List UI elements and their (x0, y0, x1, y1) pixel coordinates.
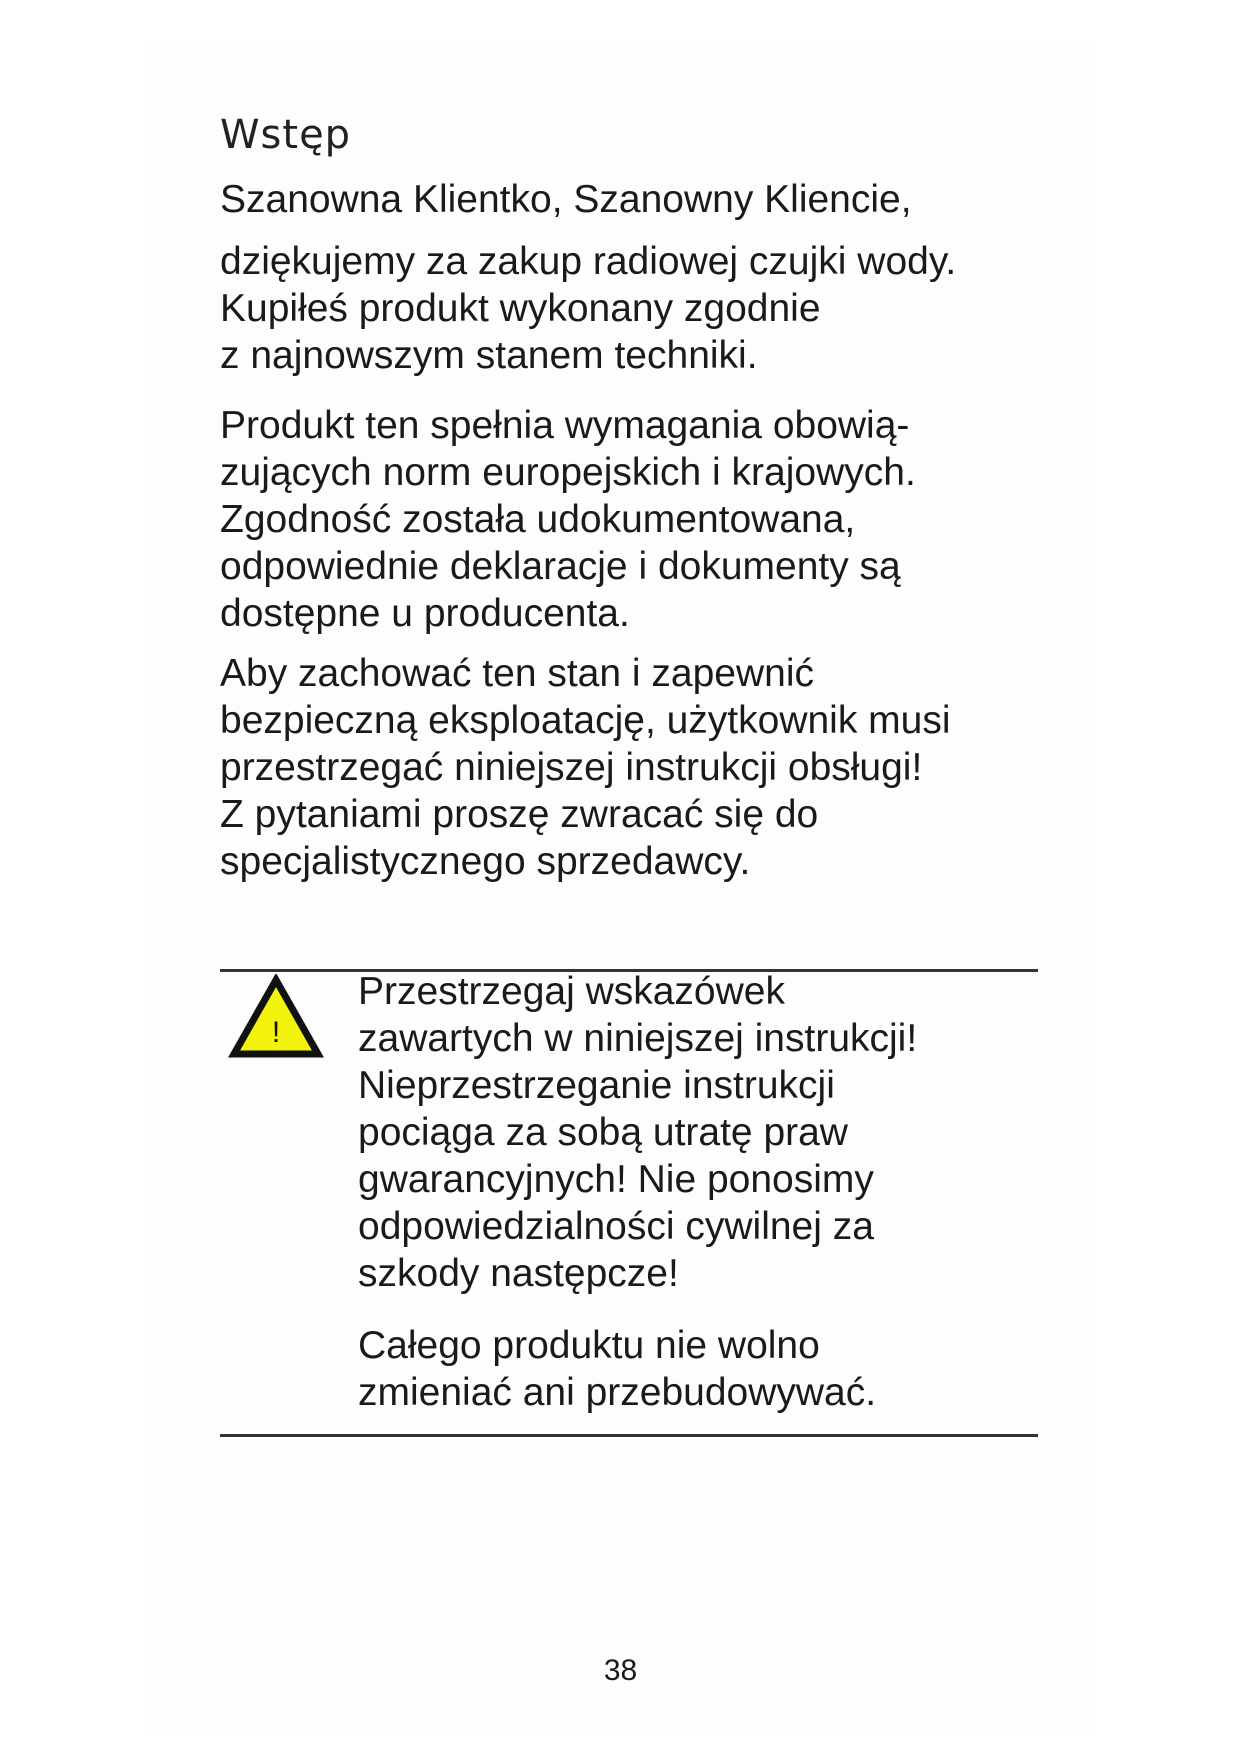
text-line: Całego produktu nie wolno (358, 1324, 820, 1367)
intro-paragraph (220, 238, 1050, 379)
page-number: 38 (603, 1654, 638, 1687)
text-line: gwarancyjnych! Nie ponosimy (358, 1158, 874, 1201)
text-line: Przestrzegaj wskazówek (358, 970, 785, 1013)
text-line: Kupiłeś produkt wykonany zgodnie (220, 287, 821, 330)
warning-paragraph (358, 968, 1038, 1297)
text-line: przestrzegać niniejszej instrukcji obsługi! (220, 746, 923, 789)
text-line: specjalistycznego sprzedawcy. (220, 840, 751, 883)
modification-warning-paragraph (358, 1322, 1038, 1416)
text-line: pociąga za sobą utratę praw (358, 1111, 848, 1154)
greeting-text: Szanowna Klientko, Szanowny Kliencie, (220, 178, 912, 221)
text-line: dostępne u producenta. (220, 592, 630, 635)
section-heading: Wstęp (220, 112, 352, 158)
warning-triangle-icon (228, 974, 324, 1060)
text-line: bezpieczną eksploatację, użytkownik musi (220, 699, 951, 742)
text-line: Nieprzestrzeganie instrukcji (358, 1064, 835, 1107)
text-line: Zgodność została udokumentowana, (220, 498, 856, 541)
text-line: zawartych w niniejszej instrukcji! (358, 1017, 918, 1060)
warning-bottom-rule (220, 1434, 1038, 1437)
text-line: odpowiedzialności cywilnej za (358, 1205, 874, 1248)
text-line: szkody następcze! (358, 1252, 679, 1295)
text-line: Aby zachować ten stan i zapewnić (220, 652, 814, 695)
conformity-paragraph (220, 402, 1050, 637)
text-line: Z pytaniami proszę zwracać się do (220, 793, 819, 836)
safety-paragraph (220, 650, 1050, 885)
warning-symbol: ! (271, 1016, 281, 1049)
text-line: dziękujemy za zakup radiowej czujki wody. (220, 240, 957, 283)
text-line: odpowiednie deklaracje i dokumenty są (220, 545, 901, 588)
text-line: zmieniać ani przebudowywać. (358, 1371, 877, 1414)
text-line: zujących norm europejskich i krajowych. (220, 451, 916, 494)
text-line: Produkt ten spełnia wymagania obowią- (220, 404, 910, 447)
text-line: z najnowszym stanem techniki. (220, 334, 758, 377)
